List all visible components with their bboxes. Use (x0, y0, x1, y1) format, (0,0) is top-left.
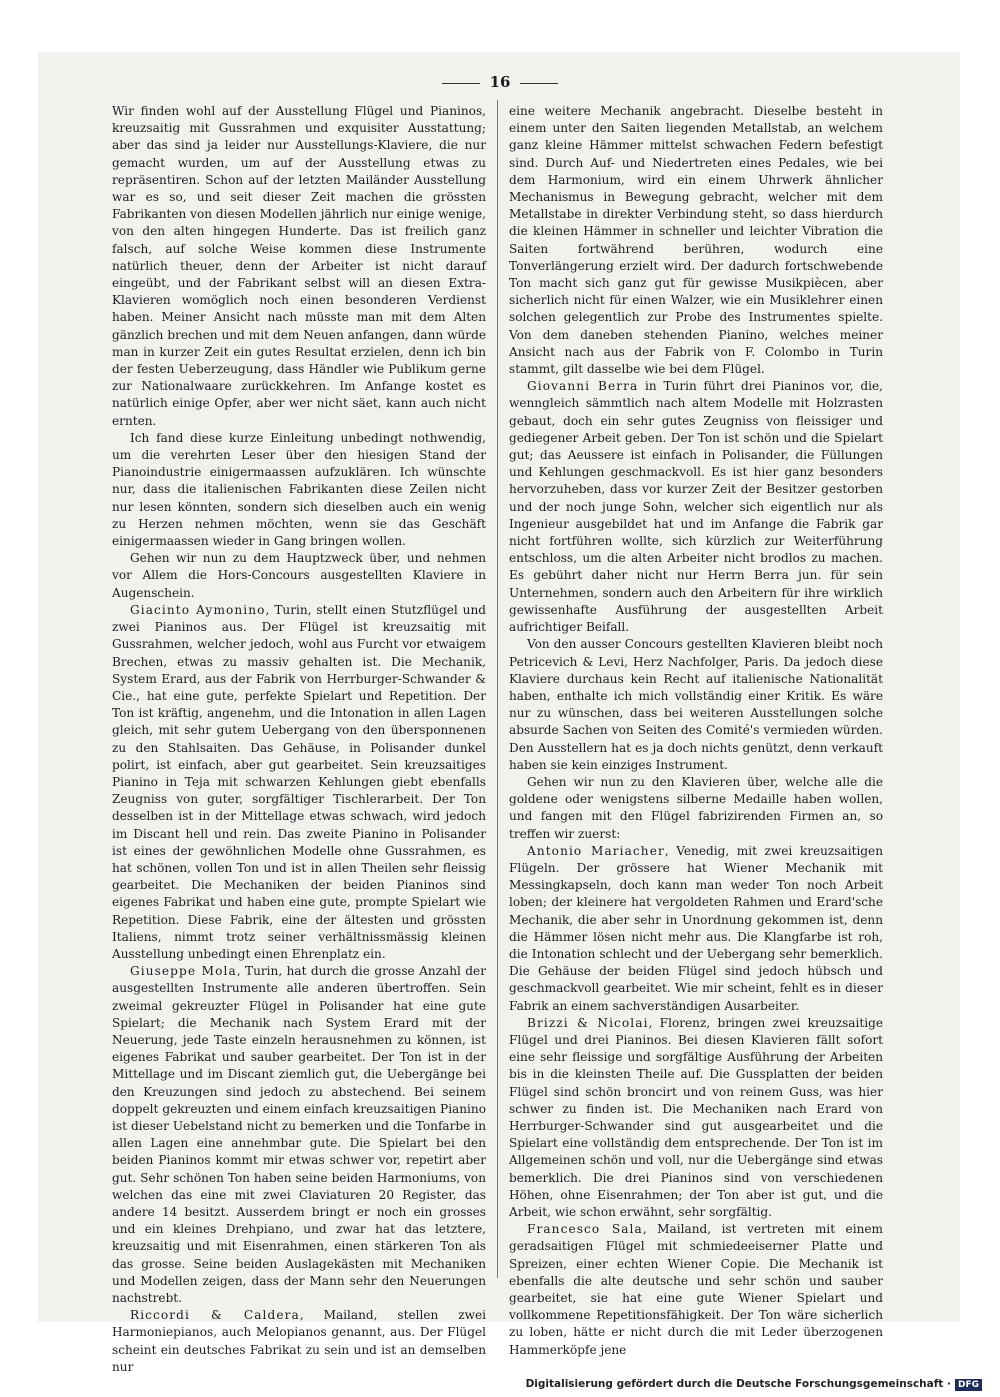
firm-name: Francesco Sala (527, 1222, 643, 1237)
firm-name: Antonio Mariacher (527, 843, 665, 858)
paragraph-text: Gehen wir nun zu den Klavieren über, welche alle die goldene oder wenigstens silberne Medaille haben wollen, und fangen mit den Flügel fabrizirenden Firmen an, so treffen wir zuerst: (509, 774, 883, 841)
digitization-credit (526, 1378, 982, 1391)
paragraph-text: Von den ausser Concours gestellten Klavieren bleibt noch Petricevich & Levi, Herz Nachfolger, Paris. Da jedoch diese Klaviere durchaus kein Recht auf italienische Nationalität haben, enthalte ich mich vollständig einer Kritik. Es wäre nur zu wünschen, dass bei weiteren Ausstellungen solche absurde Sachen von Seiten des Comité's vermieden würden. Den Ausstellern hat es ja doch nichts genützt, denn verkauft haben sie kein einziges Instrument. (509, 637, 883, 772)
paragraph (509, 1221, 883, 1359)
paragraph (509, 636, 883, 774)
paragraph-text: , Turin, stellt einen Stutzflügel und zwei Pianinos aus. Der Flügel ist kreuzsaitig mit Gussrahmen, welcher jedoch, wohl aus Furcht vor etwaigem Brechen, etwas zu massiv gehalten ist. Die Mechanik, System Erard, aus der Fabrik von Herrburger-Schwander & Cie., hat eine gute, perfekte Spielart und Repetition. Der Ton ist kräftig, angenehm, und die Intonation in allen Lagen gleich, mit sehr gutem Uebergang von den übersponnenen zu den Stahlsaiten. Das Gehäuse, in Polisander dunkel polirt, ist einfach, aber gut gearbeitet. Sein kreuzsaitiges Pianino in Teja mit schwarzen Kehlungen giebt ebenfalls Zeugniss von guter, sorgfältiger Tischlerarbeit. Der Ton desselben ist in der Mittellage etwas schwach, wird jedoch im Discant hell und rein. Das zweite Pianino in Polisander ist eines der gewöhnlichen Modelle ohne Gussrahmen, es hat schönen, vollen Ton und ist in allen Theilen sehr fleissig gearbeitet. Die Mechaniken der beiden Pianinos sind eigenes Fabrikat und haben eine gute, prompte Spielart wie Repetition. Diese Fabrik, eine der ältesten und grössten Italiens, nimmt trotz seiner verhältnissmässig kleinen Ausstellung unbedingt einen Ehrenplatz ein. (112, 602, 487, 961)
paragraph-text: , Florenz, bringen zwei kreuzsaitige Flügel und drei Pianinos. Bei diesen Klavieren fällt sofort eine sehr fleissige und sorgfältige Ausführung der Arbeiten bis in die kleinsten Theile auf. Die Gussplatten der beiden Flügel sind schön broncirt und von reinem Guss, was hier schwer zu finden ist. Die Mechaniken nach Erard von Herrburger-Schwander sind gut ausgearbeitet und die Spielart eine vollständig dem entsprechende. Der Ton ist im Allgemeinen schön und voll, nur die Uebergänge sind etwas bemerklich. Die drei Pianinos sind von verschiedenen Höhen, ohne Eisenrahmen; der Ton aber ist gut, und die Arbeit, wie schon erwähnt, sehr sorgfältig. (509, 1015, 883, 1219)
paragraph-text: , Turin, hat durch die grosse Anzahl der ausgestellten Instrumente alle anderen übertroffen. Sein zweimal gekreuzter Flügel in Polisander hat eine gute Spielart; die Mechanik nach System Erard mit der Neuerung, jede Taste einzeln herausnehmen zu können, ist eigenes Fabrikat und sauber gearbeitet. Der Ton ist in der Mittellage und im Discant ziemlich gut, die Uebergänge bei den Kreuzungen sind jedoch zu abstechend. Bei seinem doppelt gekreuzten und einem einfach kreuzsaitigen Pianino ist dieser Uebelstand nicht zu bemerken und die Tonfarbe in allen Lagen eine annehmbar gute. Die Spielart bei den beiden Pianinos kommt mir etwas schwer vor, repetirt aber gut. Sehr schönen Ton haben seine beiden Harmoniums, von welchen das eine mit zwei Claviaturen 20 Register, das andere 14 besitzt. Ausserdem bringt er noch ein grosses und ein kleines Drehpiano, und zwar hat das letztere, kreuzsaitig und mit Eisenrahmen, einen stärkeren Ton als das grosse. Seine beiden Auslagekästen mit Mechaniken und Modellen zeigen, dass der Mann sehr den Neuerungen nachstrebt. (112, 964, 486, 1306)
firm-name: Brizzi & Nicolai (527, 1015, 649, 1030)
paragraph-text: Wir finden wohl auf der Ausstellung Flügel und Pianinos, kreuzsaitig mit Gussrahmen und exquisiter Ausstattung; aber das sind ja leider nur Ausstellungs-Klaviere, die nur gemacht wurden, um auf der Ausstellung etwas zu repräsentiren. Schon auf der letzten Mailänder Ausstellung war es so, und seit dieser Zeit machen die grössten Fabrikanten von diesen Modellen jährlich nur einige wenige, von den alten hingegen Hunderte. Das ist freilich ganz falsch, auf solche Weise kommen diese Instrumente natürlich theuer, denn der Arbeiter ist nicht darauf eingeübt, und der Fabrikant selbst will an diesen Extra-Klavieren womöglich noch einen besonderen Verdienst haben. Meiner Ansicht nach müsste man mit dem Alten gänzlich brechen und mit dem Neuen anfangen, dann würde man in kurzer Zeit ein gutes Resultat erzielen, denn ich bin der festen Ueberzeugung, dass Händler wie Publikum gerne zur Nationalwaare zurückkehren. Im Anfange kostet es natürlich einige Opfer, aber wer nicht säet, kann auch nicht ernten. (112, 104, 486, 428)
column-divider (497, 100, 498, 1278)
page-number-dash-left (442, 83, 480, 84)
paragraph (112, 103, 486, 430)
paragraph-text: , Mailand, ist vertreten mit einem geradsaitigen Flügel mit schmiedeeiserner Platte und Spreizen, einer echten Wiener Copie. Die Mechanik ist ebenfalls die alte deutsche und sehr schön und sauber gearbeitet, sie hat eine gute Wiener Spielart und vollkommene Repetitionsfähigkeit. Der Ton wäre sicherlich zu loben, hätte er nicht durch die mit Leder überzogenen Hammerköpfe jene (509, 1222, 883, 1357)
paragraph-text: , Venedig, mit zwei kreuzsaitigen Flügeln. Der grössere hat Wiener Mechanik mit Messingkapseln, doch kann man weder Ton noch Arbeit loben; der kleinere hat vergoldeten Rahmen und Erard'sche Mechanik, die aber sehr in Unordnung gekommen ist, denn die Hämmer lösen nicht mehr aus. Die Klangfarbe ist roh, die Intonation schlecht und der Uebergang sehr bemerklich. Die Gehäuse der beiden Flügel sind jedoch hübsch und geschmackvoll gearbeitet. Wie mir scheint, fehlt es in dieser Fabrik an einem sachverständigen Ausarbeiter. (509, 843, 883, 1013)
firm-name: Giovanni Berra (527, 379, 639, 394)
paragraph (112, 963, 486, 1307)
paragraph-text: in Turin führt drei Pianinos vor, die, wenngleich sämmtlich nach altem Modelle mit Holzrasten gebaut, doch ein sehr gutes Zeugniss von fleissiger und gediegener Arbeit geben. Der Ton ist schön und die Spielart gut; das Aeussere ist einfach in Polisander, die Füllungen und Kehlungen geschmackvoll. Es ist hier ganz besonders hervorzuheben, dass vor kurzer Zeit der Besitzer gestorben und der noch junge Sohn, welcher sich eigentlich nur als Ingenieur ausgebildet hat und im Anfange die Fabrik gar nicht fortführen wollte, sich kürzlich zur Weiterführung entschloss, um die alten Arbeiter nicht brodlos zu machen. Es gebührt daher nicht nur Herrn Berra jun. für sein Unternehmen, sondern auch den Arbeitern für ihre wirklich gewissenhafte Ausführung der ausgestellten Arbeit aufrichtiger Beifall. (509, 379, 883, 635)
paragraph (509, 843, 883, 1015)
paragraph (112, 1307, 486, 1376)
paragraph (509, 1015, 883, 1221)
credit-text: Digitalisierung gefördert durch die Deutsche Forschungsgemeinschaft · (525, 1378, 951, 1390)
paragraph (509, 378, 883, 636)
firm-name: Giuseppe Mola (130, 964, 237, 979)
firm-name: Giacinto Aymonino (130, 602, 266, 617)
paragraph (509, 774, 883, 843)
page-number-header (0, 73, 1000, 91)
paragraph (112, 430, 486, 550)
paragraph (112, 602, 486, 963)
left-column (112, 103, 486, 1376)
page-number-dash-right (520, 83, 558, 84)
paragraph-text: Gehen wir nun zu dem Hauptzweck über, und nehmen vor Allem die Hors-Concours ausgestellten Klaviere in Augenschein. (112, 551, 486, 600)
paragraph (112, 550, 486, 602)
firm-name: Riccordi & Caldera (130, 1308, 300, 1323)
page-number: 16 (489, 73, 511, 91)
right-column (509, 103, 883, 1359)
paragraph-text: eine weitere Mechanik angebracht. Dieselbe besteht in einem unter den Saiten liegenden Metallstab, an welchem ganz kleine Hämmer mittelst schwachen Federn befestigt sind. Durch Auf- und Niedertreten eines Pedales, wie bei dem Harmonium, wird ein einem Uhrwerk ähnlicher Mechanismus in Bewegung gebracht, welcher mit dem Metallstabe in direkter Verbindung steht, so dass hierdurch die kleinen Hämmer in schneller und leichter Vibration die Saiten fortwährend berühren, wodurch eine Tonverlängerung erzielt wird. Der dadurch fortschwebende Ton macht sich ganz gut für gewisse Musikpiècen, aber sicherlich nicht für einen Walzer, wie ein Musiklehrer einen solchen gelegentlich zur Probe des Instrumentes spielte. Von dem daneben stehenden Pianino, welches meiner Ansicht nach aus der Fabrik von F. Colombo in Turin stammt, gilt dasselbe wie bei dem Flügel. (509, 104, 883, 377)
paragraph (509, 103, 883, 378)
dfg-logo: DFG (955, 1379, 982, 1391)
paragraph-text: Ich fand diese kurze Einleitung unbedingt nothwendig, um die verehrten Leser über den hiesigen Stand der Pianoindustrie einigermaassen aufzuklären. Ich wünschte nur, dass die italienischen Fabrikanten diese Zeilen nicht nur lesen könnten, sondern sich dieselben auch ein wenig zu Herzen nehmen möchten, wenn sie das Geschäft einigermaassen wieder in Gang bringen wollen. (112, 430, 486, 549)
paragraph-text: , Mailand, stellen zwei Harmoniepianos, auch Melopianos genannt, aus. Der Flügel scheint ein deutsches Fabrikat zu sein und ist an demselben nur (112, 1308, 486, 1374)
